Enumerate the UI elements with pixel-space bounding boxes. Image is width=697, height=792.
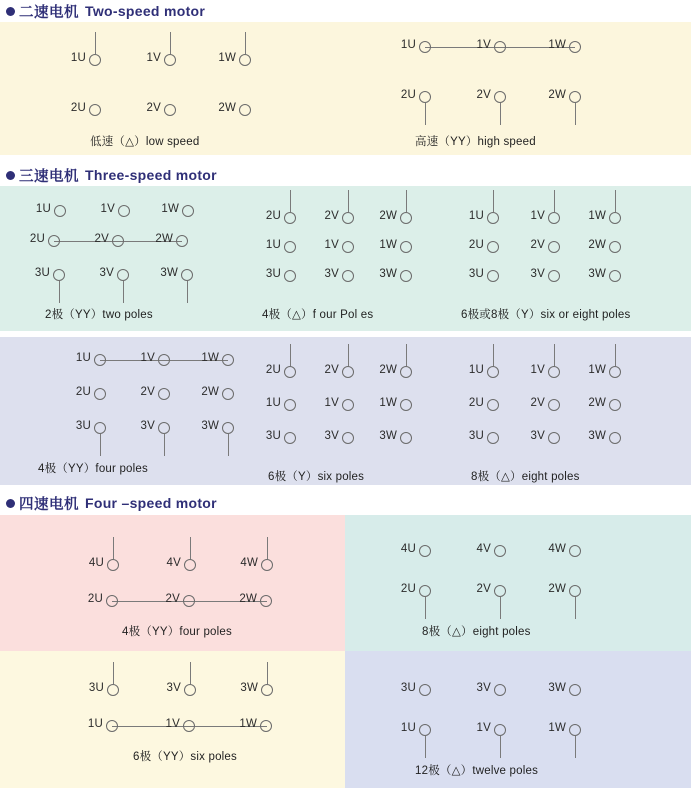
terminal-circle-icon	[112, 235, 124, 247]
terminal-label: 2U	[400, 583, 416, 595]
terminal-label: 1W	[548, 722, 566, 734]
terminal-circle-icon	[342, 432, 354, 444]
terminal-circle-icon	[569, 41, 581, 53]
terminal-label: 2V	[324, 364, 339, 376]
terminal-label: 2U	[75, 386, 91, 398]
lead-stem	[245, 32, 246, 54]
terminal-circle-icon	[107, 559, 119, 571]
terminal-label: 3W	[160, 267, 178, 279]
terminal-label: 3V	[140, 420, 155, 432]
terminal-label: 2W	[588, 397, 606, 409]
terminal-circle-icon	[419, 585, 431, 597]
terminal-label: 2W	[201, 386, 219, 398]
lead-stem	[406, 190, 407, 212]
terminal-label: 3W	[379, 430, 397, 442]
terminal-label: 1U	[468, 364, 484, 376]
terminal-circle-icon	[419, 545, 431, 557]
terminal-label: 3U	[400, 682, 416, 694]
lead-stem	[100, 434, 101, 456]
diagram-caption: 低速（△）low speed	[90, 136, 200, 148]
terminal-circle-icon	[284, 270, 296, 282]
lead-stem	[267, 662, 268, 684]
terminal-label: 2V	[165, 593, 180, 605]
terminal-label: 1W	[379, 397, 397, 409]
bullet-icon	[6, 7, 15, 16]
terminal-label: 4V	[476, 543, 491, 555]
section-title-en: Two-speed motor	[85, 3, 206, 19]
terminal-circle-icon	[342, 399, 354, 411]
terminal-label: 1W	[588, 210, 606, 222]
terminal-circle-icon	[183, 720, 195, 732]
terminal-label: 2W	[218, 102, 236, 114]
terminal-label: 1W	[239, 718, 257, 730]
terminal-circle-icon	[548, 399, 560, 411]
terminal-label: 2V	[94, 233, 109, 245]
terminal-label: 3V	[99, 267, 114, 279]
terminal-label: 2U	[400, 89, 416, 101]
lead-stem	[123, 281, 124, 303]
lead-stem	[500, 736, 501, 758]
terminal-circle-icon	[117, 269, 129, 281]
diagram-caption: 8极（△）eight poles	[471, 471, 580, 483]
diagram-caption: 4极（△）f our Pol es	[262, 309, 374, 321]
lead-stem	[575, 103, 576, 125]
terminal-circle-icon	[487, 270, 499, 282]
terminal-circle-icon	[261, 684, 273, 696]
terminal-circle-icon	[239, 104, 251, 116]
lead-stem	[267, 537, 268, 559]
terminal-circle-icon	[419, 91, 431, 103]
terminal-circle-icon	[494, 91, 506, 103]
terminal-label: 1V	[476, 39, 491, 51]
terminal-circle-icon	[184, 559, 196, 571]
terminal-circle-icon	[609, 432, 621, 444]
diagram-caption: 4极（YY）four poles	[38, 463, 148, 475]
terminal-circle-icon	[164, 104, 176, 116]
terminal-circle-icon	[548, 432, 560, 444]
lead-stem	[290, 344, 291, 366]
terminal-circle-icon	[609, 241, 621, 253]
terminal-label: 4U	[88, 557, 104, 569]
section-header-four-speed	[0, 492, 697, 514]
diagram-caption: 4极（YY）four poles	[122, 626, 232, 638]
lead-stem	[493, 190, 494, 212]
terminal-circle-icon	[184, 684, 196, 696]
terminal-label: 2V	[530, 397, 545, 409]
terminal-circle-icon	[284, 241, 296, 253]
terminal-label: 1W	[379, 239, 397, 251]
terminal-label: 1U	[35, 203, 51, 215]
terminal-label: 3V	[324, 268, 339, 280]
terminal-circle-icon	[107, 684, 119, 696]
terminal-circle-icon	[48, 235, 60, 247]
terminal-label: 1V	[530, 210, 545, 222]
terminal-label: 1U	[265, 397, 281, 409]
terminal-label: 4U	[400, 543, 416, 555]
terminal-label: 3U	[75, 420, 91, 432]
terminal-circle-icon	[494, 41, 506, 53]
lead-stem	[425, 597, 426, 619]
terminal-circle-icon	[284, 399, 296, 411]
terminal-label: 1W	[161, 203, 179, 215]
terminal-label: 3W	[588, 268, 606, 280]
terminal-circle-icon	[284, 432, 296, 444]
terminal-label: 2W	[588, 239, 606, 251]
terminal-label: 1V	[146, 52, 161, 64]
terminal-label: 1V	[324, 239, 339, 251]
diagram-caption: 12极（△）twelve poles	[415, 765, 539, 777]
terminal-circle-icon	[487, 399, 499, 411]
terminal-label: 1W	[548, 39, 566, 51]
section-title-cn: 二速电机	[19, 4, 79, 21]
terminal-label: 3V	[530, 268, 545, 280]
terminal-label: 2U	[265, 364, 281, 376]
terminal-label: 2V	[476, 583, 491, 595]
terminal-label: 1U	[400, 722, 416, 734]
lead-stem	[348, 190, 349, 212]
terminal-circle-icon	[182, 205, 194, 217]
terminal-label: 2U	[265, 210, 281, 222]
terminal-circle-icon	[400, 212, 412, 224]
section-title-cn: 三速电机	[19, 168, 79, 185]
lead-stem	[187, 281, 188, 303]
terminal-label: 3W	[201, 420, 219, 432]
lead-stem	[575, 597, 576, 619]
bullet-icon	[6, 171, 15, 180]
terminal-label: 1U	[468, 210, 484, 222]
terminal-circle-icon	[164, 54, 176, 66]
lead-stem	[500, 597, 501, 619]
terminal-circle-icon	[89, 54, 101, 66]
terminal-label: 3W	[588, 430, 606, 442]
terminal-circle-icon	[260, 720, 272, 732]
diagram-caption: 6极（YY）six poles	[133, 751, 237, 763]
terminal-label: 1U	[75, 352, 91, 364]
terminal-label: 2U	[70, 102, 86, 114]
lead-stem	[554, 190, 555, 212]
terminal-label: 2V	[530, 239, 545, 251]
terminal-circle-icon	[494, 684, 506, 696]
diagram-caption: 8极（△）eight poles	[422, 626, 531, 638]
lead-stem	[348, 344, 349, 366]
terminal-label: 1W	[588, 364, 606, 376]
terminal-circle-icon	[342, 241, 354, 253]
bullet-icon	[6, 499, 15, 508]
lead-stem	[493, 344, 494, 366]
lead-stem	[425, 736, 426, 758]
terminal-circle-icon	[106, 595, 118, 607]
terminal-circle-icon	[94, 388, 106, 400]
terminal-label: 2V	[140, 386, 155, 398]
terminal-circle-icon	[158, 422, 170, 434]
terminal-label: 1U	[400, 39, 416, 51]
terminal-circle-icon	[569, 91, 581, 103]
terminal-label: 3V	[166, 682, 181, 694]
terminal-label: 3U	[468, 430, 484, 442]
terminal-label: 2U	[468, 239, 484, 251]
terminal-circle-icon	[342, 212, 354, 224]
section-title-en: Three-speed motor	[85, 167, 217, 183]
terminal-label: 1W	[218, 52, 236, 64]
terminal-circle-icon	[400, 399, 412, 411]
terminal-circle-icon	[419, 724, 431, 736]
terminal-circle-icon	[261, 559, 273, 571]
section-header-two-speed	[0, 0, 697, 22]
lead-stem	[615, 190, 616, 212]
terminal-label: 1V	[530, 364, 545, 376]
terminal-label: 2U	[468, 397, 484, 409]
terminal-circle-icon	[106, 720, 118, 732]
terminal-circle-icon	[609, 399, 621, 411]
lead-stem	[190, 662, 191, 684]
terminal-circle-icon	[342, 366, 354, 378]
terminal-circle-icon	[222, 422, 234, 434]
lead-stem	[615, 344, 616, 366]
terminal-circle-icon	[222, 354, 234, 366]
terminal-circle-icon	[487, 241, 499, 253]
lead-stem	[290, 190, 291, 212]
terminal-circle-icon	[400, 366, 412, 378]
terminal-circle-icon	[609, 270, 621, 282]
section-title-cn: 四速电机	[19, 496, 79, 513]
terminal-circle-icon	[400, 432, 412, 444]
terminal-circle-icon	[260, 595, 272, 607]
diagram-caption: 高速（YY）high speed	[415, 136, 536, 148]
lead-stem	[113, 662, 114, 684]
terminal-circle-icon	[419, 684, 431, 696]
terminal-circle-icon	[284, 366, 296, 378]
terminal-circle-icon	[183, 595, 195, 607]
terminal-circle-icon	[239, 54, 251, 66]
lead-stem	[425, 103, 426, 125]
terminal-circle-icon	[54, 205, 66, 217]
terminal-label: 1U	[87, 718, 103, 730]
terminal-circle-icon	[118, 205, 130, 217]
terminal-label: 1V	[476, 722, 491, 734]
terminal-label: 1V	[324, 397, 339, 409]
terminal-label: 2V	[324, 210, 339, 222]
terminal-label: 3U	[265, 268, 281, 280]
terminal-label: 3V	[476, 682, 491, 694]
terminal-circle-icon	[342, 270, 354, 282]
terminal-circle-icon	[158, 388, 170, 400]
terminal-circle-icon	[158, 354, 170, 366]
terminal-label: 1V	[140, 352, 155, 364]
terminal-circle-icon	[609, 212, 621, 224]
section-header-three-speed	[0, 164, 697, 186]
lead-stem	[113, 537, 114, 559]
terminal-label: 4W	[548, 543, 566, 555]
terminal-label: 1V	[100, 203, 115, 215]
terminal-circle-icon	[569, 545, 581, 557]
terminal-label: 3V	[530, 430, 545, 442]
terminal-circle-icon	[94, 422, 106, 434]
terminal-label: 2V	[146, 102, 161, 114]
lead-stem	[228, 434, 229, 456]
terminal-circle-icon	[548, 241, 560, 253]
terminal-label: 2W	[155, 233, 173, 245]
terminal-label: 1V	[165, 718, 180, 730]
terminal-circle-icon	[569, 585, 581, 597]
terminal-circle-icon	[487, 212, 499, 224]
terminal-circle-icon	[89, 104, 101, 116]
terminal-circle-icon	[548, 366, 560, 378]
terminal-label: 3W	[379, 268, 397, 280]
terminal-circle-icon	[94, 354, 106, 366]
terminal-label: 3W	[548, 682, 566, 694]
diagram-caption: 6极或8极（Y）six or eight poles	[461, 309, 631, 321]
section-title-en: Four –speed motor	[85, 495, 217, 511]
terminal-circle-icon	[548, 270, 560, 282]
lead-stem	[190, 537, 191, 559]
terminal-label: 2W	[239, 593, 257, 605]
terminal-circle-icon	[548, 212, 560, 224]
lead-stem	[406, 344, 407, 366]
terminal-circle-icon	[53, 269, 65, 281]
terminal-circle-icon	[494, 724, 506, 736]
diagram-caption: 6极（Y）six poles	[268, 471, 365, 483]
terminal-label: 2W	[379, 364, 397, 376]
terminal-label: 1W	[201, 352, 219, 364]
terminal-circle-icon	[419, 41, 431, 53]
lead-stem	[59, 281, 60, 303]
terminal-circle-icon	[494, 585, 506, 597]
lead-stem	[575, 736, 576, 758]
terminal-label: 2U	[87, 593, 103, 605]
terminal-circle-icon	[181, 269, 193, 281]
terminal-circle-icon	[487, 432, 499, 444]
terminal-circle-icon	[569, 724, 581, 736]
lead-stem	[95, 32, 96, 54]
terminal-label: 1U	[265, 239, 281, 251]
terminal-label: 3U	[265, 430, 281, 442]
terminal-circle-icon	[569, 684, 581, 696]
lead-stem	[500, 103, 501, 125]
terminal-label: 3W	[240, 682, 258, 694]
terminal-label: 2W	[379, 210, 397, 222]
lead-stem	[554, 344, 555, 366]
terminal-label: 2W	[548, 583, 566, 595]
terminal-circle-icon	[400, 241, 412, 253]
lead-stem	[164, 434, 165, 456]
terminal-label: 2U	[29, 233, 45, 245]
terminal-label: 3V	[324, 430, 339, 442]
terminal-label: 4V	[166, 557, 181, 569]
diagram-caption: 2极（YY）two poles	[45, 309, 153, 321]
terminal-circle-icon	[176, 235, 188, 247]
terminal-circle-icon	[487, 366, 499, 378]
terminal-label: 3U	[468, 268, 484, 280]
terminal-circle-icon	[284, 212, 296, 224]
lead-stem	[170, 32, 171, 54]
terminal-label: 4W	[240, 557, 258, 569]
terminal-label: 3U	[34, 267, 50, 279]
terminal-label: 2W	[548, 89, 566, 101]
terminal-label: 3U	[88, 682, 104, 694]
terminal-circle-icon	[400, 270, 412, 282]
terminal-circle-icon	[222, 388, 234, 400]
terminal-circle-icon	[609, 366, 621, 378]
terminal-label: 2V	[476, 89, 491, 101]
terminal-label: 1U	[70, 52, 86, 64]
terminal-circle-icon	[494, 545, 506, 557]
